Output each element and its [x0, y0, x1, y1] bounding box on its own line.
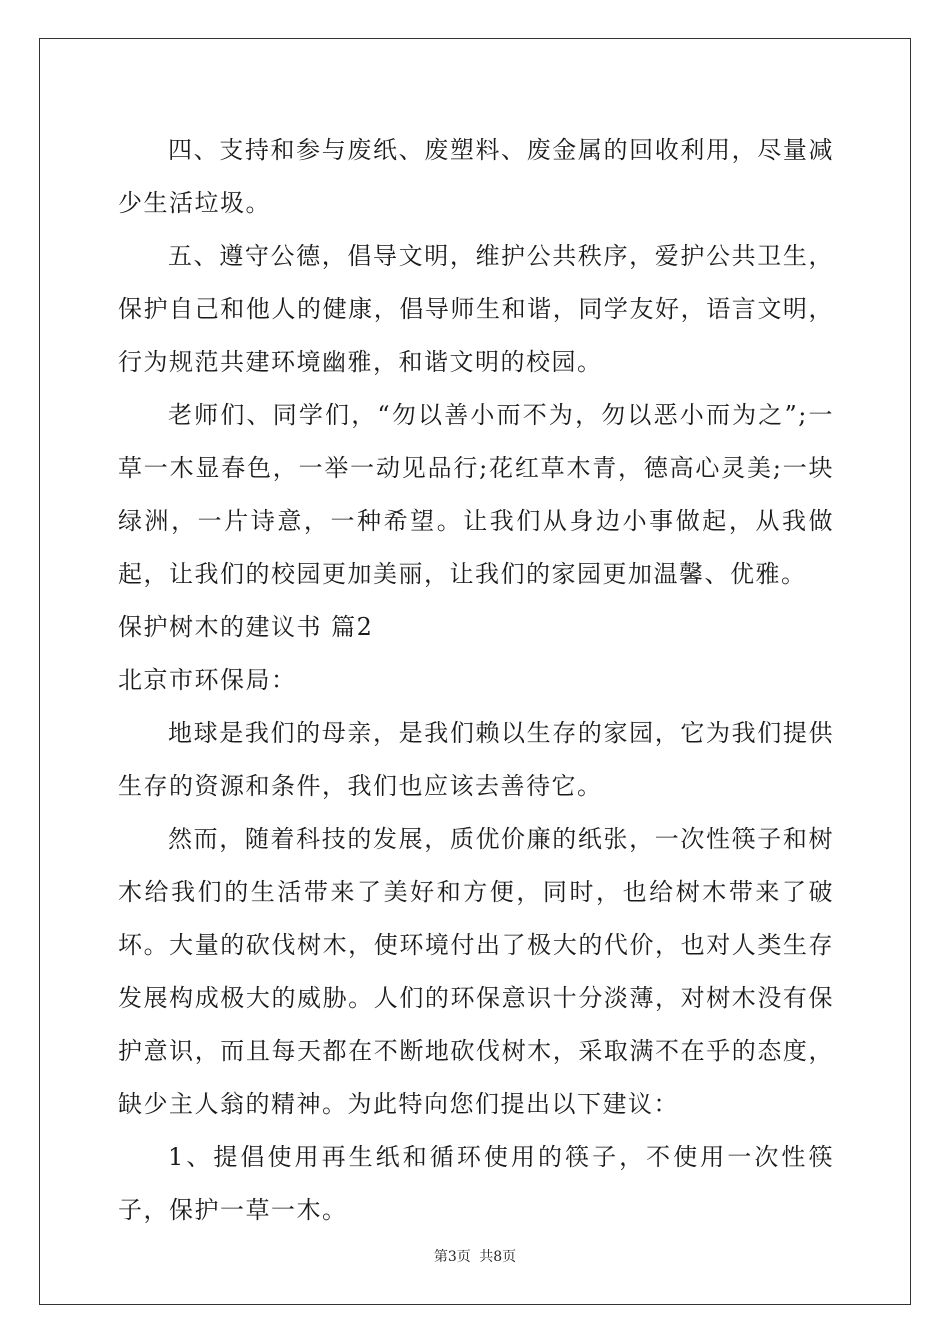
- letter-salutation: 北京市环保局：: [118, 666, 297, 694]
- paragraph: 然而，随着科技的发展，质优价廉的纸张，一次性筷子和树木给我们的生活带来了美好和方便，同时，也给树木带来了破坏。大量的砍伐树木，使环境付出了极大的代价，也对人类生存发展构成极大的威胁。人们的环保意识十分淡薄，对树木没有保护意识，而且每天都在不断地砍伐树木，采取满不在乎的态度，缺少主人翁的精神。为此特向您们提出以下建议：: [118, 825, 834, 1118]
- page-footer: [0, 1246, 950, 1266]
- paragraph: 四、支持和参与废纸、废塑料、废金属的回收利用，尽量减少生活垃圾。: [118, 136, 834, 217]
- page-number: 第3页: [433, 1249, 471, 1265]
- document-body: [118, 124, 834, 1237]
- paragraph: 地球是我们的母亲，是我们赖以生存的家园，它为我们提供生存的资源和条件，我们也应该去善待它。: [118, 719, 834, 800]
- paragraph: 五、遵守公德，倡导文明，维护公共秩序，爱护公共卫生，保护自己和他人的健康，倡导师生和谐，同学友好，语言文明，行为规范共建环境幽雅，和谐文明的校园。: [118, 242, 834, 376]
- total-pages: 共8页: [479, 1249, 517, 1265]
- section-heading: 保护树木的建议书 篇2: [118, 613, 374, 641]
- paragraph: 老师们、同学们，“勿以善小而不为，勿以恶小而为之”;一草一木显春色，一举一动见品行;花红草木青，德高心灵美;一块绿洲，一片诗意，一种希望。让我们从身边小事做起，从我做起，让我们的校园更加美丽，让我们的家园更加温馨、优雅。: [118, 401, 834, 588]
- paragraph: 1、提倡使用再生纸和循环使用的筷子，不使用一次性筷子，保护一草一木。: [118, 1143, 834, 1224]
